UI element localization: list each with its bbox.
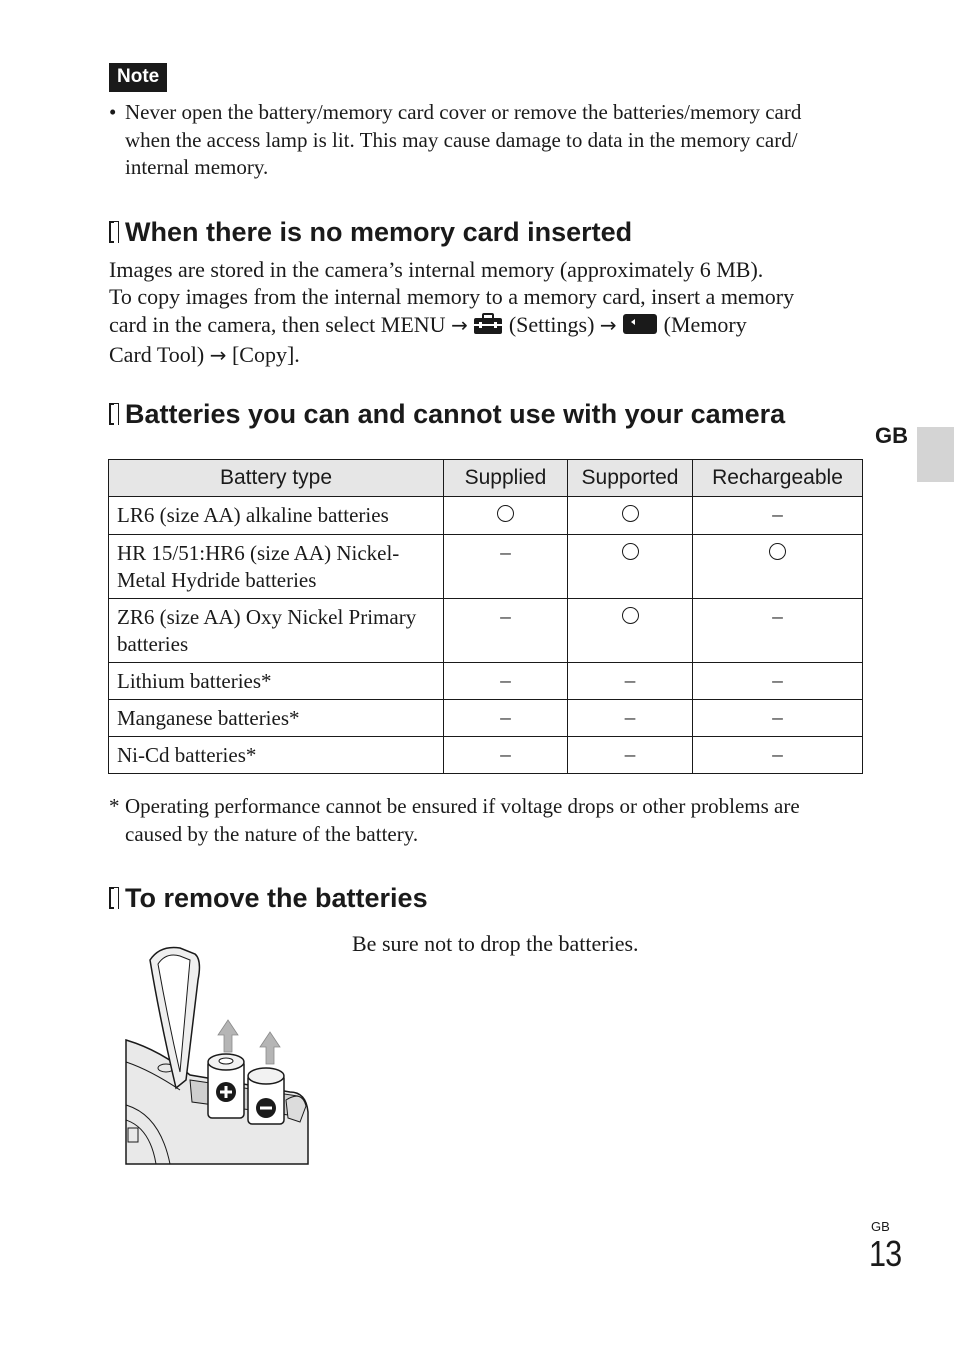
memory-card-tool-icon (622, 313, 658, 341)
supplied-cell (444, 737, 568, 774)
battery-type-cell: LR6 (size AA) alkaline batteries (109, 497, 444, 535)
dash-no-mark: – (772, 604, 783, 628)
table-row (109, 535, 863, 599)
dash-no-mark: – (624, 742, 636, 766)
dash-no-mark: – (500, 540, 511, 564)
table-row (109, 497, 863, 535)
column-header: Rechargeable (693, 460, 863, 497)
dash-no-mark: – (624, 705, 636, 729)
footnote-line-2: caused by the nature of the battery. (125, 821, 419, 846)
supported-cell (568, 535, 693, 599)
battery-type-cell: Manganese batteries* (109, 700, 444, 737)
dash-no-mark: – (772, 668, 783, 692)
settings-toolbox-icon (473, 313, 503, 341)
rechargeable-cell (693, 497, 863, 535)
section-heading-batteries (109, 398, 785, 430)
section-body-no-memory-card (109, 256, 869, 369)
gb-side-tab (917, 427, 954, 482)
dash-no-mark: – (772, 705, 783, 729)
supplied-cell (444, 700, 568, 737)
body-line-3-text-a: card in the camera, then select MENU (109, 311, 446, 337)
battery-type-cell: HR 15/51:HR6 (size AA) Nickel-Metal Hydride batteries (109, 535, 444, 599)
supported-cell (568, 663, 693, 700)
note-badge: Note (109, 63, 167, 92)
section-heading-no-memory-card (109, 216, 632, 248)
body-line-4 (109, 341, 869, 369)
body-line-1: Images are stored in the camera’s internal memory (approximately 6 MB). (109, 257, 764, 282)
dash-no-mark: – (624, 668, 636, 692)
dash-no-mark: – (500, 604, 511, 628)
dash-no-mark: – (772, 742, 783, 766)
right-arrow-icon: → (599, 312, 617, 337)
right-arrow-icon: → (209, 342, 227, 367)
supplied-cell (444, 535, 568, 599)
note-text (109, 99, 859, 182)
battery-table (108, 459, 863, 774)
table-footnote (109, 793, 869, 848)
gb-tab-label: GB (875, 423, 908, 448)
battery-type-cell: Ni-Cd batteries* (109, 737, 444, 774)
rechargeable-cell (693, 700, 863, 737)
supported-cell (568, 497, 693, 535)
heading-marker-icon (109, 403, 119, 425)
rechargeable-cell (693, 737, 863, 774)
heading-text: To remove the batteries (125, 883, 428, 913)
table-row (109, 599, 863, 663)
footnote-line-1: Operating performance cannot be ensured if voltage drops or other problems are (125, 794, 800, 818)
rechargeable-cell (693, 599, 863, 663)
body-line-3-text-c: (Memory (663, 311, 747, 337)
heading-marker-icon (109, 887, 119, 909)
table-row (109, 737, 863, 774)
battery-type-cell: Lithium batteries* (109, 663, 444, 700)
section-heading-remove-batteries (109, 882, 428, 914)
table-header-row (109, 460, 863, 497)
battery-type-cell: ZR6 (size AA) Oxy Nickel Primary batteries (109, 599, 444, 663)
footnote-mark: * (109, 794, 120, 818)
page-number: 13 (869, 1233, 902, 1274)
supported-cell (568, 700, 693, 737)
body-line-2: To copy images from the internal memory to a memory card, insert a memory (109, 284, 795, 310)
remove-batteries-caption: Be sure not to drop the batteries. (352, 931, 639, 956)
column-header: Battery type (109, 460, 444, 497)
circle-yes-icon (769, 543, 786, 560)
column-header: Supported (568, 460, 693, 497)
dash-no-mark: – (500, 668, 511, 692)
note-line-3: internal memory. (125, 155, 269, 179)
note-bullet: • (109, 100, 117, 124)
dash-no-mark: – (500, 705, 511, 729)
heading-text: Batteries you can and cannot use with your camera (125, 399, 786, 429)
right-arrow-icon: → (451, 312, 468, 337)
table-row (109, 663, 863, 700)
supported-cell (568, 599, 693, 663)
circle-yes-icon (622, 607, 639, 624)
heading-marker-icon (109, 221, 119, 243)
heading-text: When there is no memory card inserted (125, 217, 633, 247)
battery-removal-illustration (120, 940, 320, 1168)
table-row (109, 700, 863, 737)
supplied-cell (444, 663, 568, 700)
supplied-cell (444, 497, 568, 535)
body-line-3 (109, 311, 869, 341)
page-region-label: GB (871, 1219, 890, 1234)
dash-no-mark: – (772, 502, 783, 526)
circle-yes-icon (497, 505, 514, 522)
column-header: Supplied (444, 460, 568, 497)
circle-yes-icon (622, 505, 639, 522)
body-line-4-text-a: Card Tool) (109, 341, 205, 367)
body-line-3-text-b: (Settings) (508, 311, 595, 337)
circle-yes-icon (622, 543, 639, 560)
note-line-2: when the access lamp is lit. This may cause damage to data in the memory card/ (125, 127, 798, 152)
rechargeable-cell (693, 663, 863, 700)
supplied-cell (444, 599, 568, 663)
rechargeable-cell (693, 535, 863, 599)
dash-no-mark: – (500, 742, 511, 766)
supported-cell (568, 737, 693, 774)
note-line-1: Never open the battery/memory card cover or remove the batteries/memory card (125, 100, 802, 124)
body-line-4-text-b: [Copy]. (231, 341, 300, 367)
